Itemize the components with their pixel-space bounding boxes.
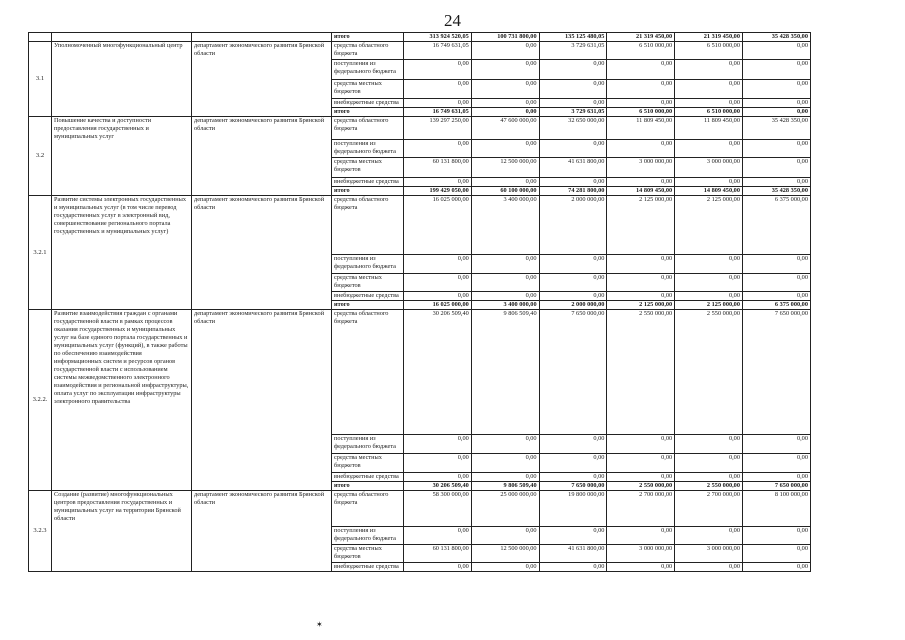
total-cell: 7 650 000,00 (742, 482, 810, 491)
total-cell: 135 125 480,05 (539, 33, 607, 42)
amount-cell: 0,00 (471, 42, 539, 60)
amount-cell: 0,00 (742, 435, 810, 454)
funding-source: средства областного бюджета (332, 196, 404, 255)
section-executor: департамент экономического развития Брянской области (192, 310, 332, 491)
amount-cell: 0,00 (607, 473, 675, 482)
amount-cell: 0,00 (607, 60, 675, 80)
total-cell: 0,00 (742, 108, 810, 117)
amount-cell: 35 428 350,00 (742, 117, 810, 140)
amount-cell: 0,00 (471, 473, 539, 482)
total-cell: 21 319 450,00 (675, 33, 743, 42)
amount-cell: 3 400 000,00 (471, 196, 539, 255)
amount-cell: 41 631 800,00 (539, 158, 607, 178)
amount-cell: 0,00 (404, 473, 472, 482)
amount-cell: 0,00 (539, 473, 607, 482)
amount-cell: 0,00 (471, 80, 539, 99)
amount-cell: 0,00 (742, 99, 810, 108)
amount-cell: 0,00 (742, 545, 810, 563)
amount-cell: 0,00 (404, 274, 472, 292)
section-number: 3.1 (29, 42, 52, 117)
amount-cell: 60 131 800,00 (404, 545, 472, 563)
total-cell: 6 510 000,00 (675, 108, 743, 117)
amount-cell: 0,00 (539, 60, 607, 80)
carryover-total-row (29, 33, 811, 42)
amount-cell: 0,00 (404, 454, 472, 473)
amount-cell: 0,00 (742, 158, 810, 178)
amount-cell: 0,00 (675, 527, 743, 545)
amount-cell: 0,00 (471, 563, 539, 572)
amount-cell: 2 000 000,00 (539, 196, 607, 255)
amount-cell: 0,00 (539, 435, 607, 454)
amount-cell: 9 806 509,40 (471, 310, 539, 435)
amount-cell: 0,00 (471, 527, 539, 545)
amount-cell: 3 729 631,05 (539, 42, 607, 60)
amount-cell: 0,00 (742, 527, 810, 545)
funding-source: средства областного бюджета (332, 42, 404, 60)
funding-source: средства областного бюджета (332, 491, 404, 527)
amount-cell: 8 100 000,00 (742, 491, 810, 527)
total-cell: 0,00 (471, 108, 539, 117)
amount-cell: 0,00 (404, 60, 472, 80)
amount-cell: 2 700 000,00 (675, 491, 743, 527)
amount-cell: 16 025 000,00 (404, 196, 472, 255)
funding-source: внебюджетные средства (332, 473, 404, 482)
total-cell: 35 428 350,00 (742, 187, 810, 196)
amount-cell: 25 000 000,00 (471, 491, 539, 527)
amount-cell: 47 600 000,00 (471, 117, 539, 140)
amount-cell: 0,00 (742, 274, 810, 292)
table-row (29, 310, 811, 435)
amount-cell: 0,00 (742, 454, 810, 473)
total-cell: 2 125 000,00 (607, 301, 675, 310)
amount-cell: 11 809 450,00 (675, 117, 743, 140)
section-name: Развитие системы электронных государственных и муниципальных услуг (в том числе перевод государственных услуг в электронный вид, совершенствование регионального портала государственных и муниципальных услуг) (52, 196, 192, 310)
funding-source: средства местных бюджетов (332, 158, 404, 178)
funding-source: средства областного бюджета (332, 310, 404, 435)
table-row (29, 117, 811, 140)
amount-cell: 0,00 (404, 80, 472, 99)
total-cell: 35 428 350,00 (742, 33, 810, 42)
amount-cell: 32 650 000,00 (539, 117, 607, 140)
section-name: Создание (развитие) многофункциональных центров предоставления государственных и муниципальных услуг на территории Брянской области (52, 491, 192, 572)
amount-cell: 11 809 450,00 (607, 117, 675, 140)
section-name: Развитие взаимодействия граждан с органами государственной власти в рамках процессов оказания государственных и муниципальных услуг на базе единого портала государственных и муниципальных услуг (функций), в также работы по обеспечению взаимодействия информационных систем и ресурсов органов государственной власти с использованием системы межведомственного электронного взаимодействия и региональной инфраструктуры, оплата услуг по эксплуатации инфраструктуры электронного правительства (52, 310, 192, 491)
total-cell: 199 429 050,00 (404, 187, 472, 196)
funding-source: поступления из федерального бюджета (332, 140, 404, 158)
amount-cell: 0,00 (675, 473, 743, 482)
funding-source: средства местных бюджетов (332, 274, 404, 292)
amount-cell: 0,00 (471, 454, 539, 473)
funding-source: внебюджетные средства (332, 292, 404, 301)
funding-source: поступления из федерального бюджета (332, 60, 404, 80)
table-row (29, 196, 811, 255)
amount-cell: 2 550 000,00 (675, 310, 743, 435)
amount-cell: 3 000 000,00 (675, 545, 743, 563)
page-mark: ✶ (316, 620, 323, 629)
amount-cell: 0,00 (675, 60, 743, 80)
total-label: итого (332, 33, 404, 42)
amount-cell: 0,00 (607, 255, 675, 274)
amount-cell: 0,00 (675, 255, 743, 274)
amount-cell: 0,00 (404, 99, 472, 108)
total-cell: 74 281 800,00 (539, 187, 607, 196)
amount-cell: 0,00 (607, 140, 675, 158)
section-number: 3.2.3 (29, 491, 52, 572)
total-cell: 21 319 450,00 (607, 33, 675, 42)
amount-cell: 12 500 000,00 (471, 158, 539, 178)
amount-cell: 2 550 000,00 (607, 310, 675, 435)
amount-cell: 0,00 (742, 178, 810, 187)
amount-cell: 0,00 (404, 527, 472, 545)
total-cell: 2 550 000,00 (675, 482, 743, 491)
amount-cell: 0,00 (675, 80, 743, 99)
amount-cell: 0,00 (471, 274, 539, 292)
funding-source: внебюджетные средства (332, 178, 404, 187)
amount-cell: 0,00 (675, 178, 743, 187)
amount-cell: 0,00 (471, 255, 539, 274)
amount-cell: 6 375 000,00 (742, 196, 810, 255)
amount-cell: 0,00 (607, 99, 675, 108)
amount-cell: 0,00 (539, 140, 607, 158)
amount-cell: 0,00 (607, 527, 675, 545)
total-label: итого (332, 108, 404, 117)
total-label: итого (332, 301, 404, 310)
amount-cell: 0,00 (404, 178, 472, 187)
total-label: итого (332, 482, 404, 491)
section-number: 3.2.2. (29, 310, 52, 491)
funding-source: средства местных бюджетов (332, 80, 404, 99)
amount-cell: 139 297 250,00 (404, 117, 472, 140)
amount-cell: 0,00 (607, 435, 675, 454)
amount-cell: 0,00 (742, 473, 810, 482)
amount-cell: 0,00 (742, 80, 810, 99)
section-number: 3.2 (29, 117, 52, 196)
amount-cell: 0,00 (404, 563, 472, 572)
amount-cell: 60 131 800,00 (404, 158, 472, 178)
total-cell: 2 125 000,00 (675, 301, 743, 310)
amount-cell: 0,00 (607, 274, 675, 292)
amount-cell: 0,00 (607, 292, 675, 301)
total-cell: 6 510 000,00 (607, 108, 675, 117)
total-cell: 6 375 000,00 (742, 301, 810, 310)
total-cell: 3 729 631,05 (539, 108, 607, 117)
total-cell: 16 749 631,05 (404, 108, 472, 117)
section-executor: департамент экономического развития Брянской области (192, 117, 332, 196)
total-cell: 100 731 800,00 (471, 33, 539, 42)
total-cell: 16 025 000,00 (404, 301, 472, 310)
table-row (29, 42, 811, 60)
amount-cell: 0,00 (742, 292, 810, 301)
amount-cell: 0,00 (471, 99, 539, 108)
total-cell: 30 206 509,40 (404, 482, 472, 491)
section-executor: департамент экономического развития Брянской области (192, 196, 332, 310)
total-cell: 2 000 000,00 (539, 301, 607, 310)
page-number: 24 (444, 11, 461, 30)
amount-cell: 0,00 (471, 292, 539, 301)
amount-cell: 0,00 (607, 178, 675, 187)
total-cell: 14 809 450,00 (607, 187, 675, 196)
amount-cell: 0,00 (675, 435, 743, 454)
amount-cell: 0,00 (539, 563, 607, 572)
amount-cell: 0,00 (539, 454, 607, 473)
section-name: Повышение качества и доступности предоставления государственных и муниципальных услуг (52, 117, 192, 196)
amount-cell: 0,00 (607, 454, 675, 473)
total-cell: 3 400 000,00 (471, 301, 539, 310)
amount-cell: 2 125 000,00 (675, 196, 743, 255)
amount-cell: 0,00 (539, 80, 607, 99)
budget-table (28, 32, 811, 572)
funding-source: средства местных бюджетов (332, 454, 404, 473)
amount-cell: 6 510 000,00 (675, 42, 743, 60)
table-row (29, 491, 811, 527)
amount-cell: 0,00 (471, 178, 539, 187)
amount-cell: 0,00 (607, 563, 675, 572)
total-cell: 14 809 450,00 (675, 187, 743, 196)
amount-cell: 0,00 (539, 99, 607, 108)
amount-cell: 3 000 000,00 (675, 158, 743, 178)
total-cell: 60 100 000,00 (471, 187, 539, 196)
amount-cell: 0,00 (742, 140, 810, 158)
amount-cell: 0,00 (539, 255, 607, 274)
amount-cell: 0,00 (539, 292, 607, 301)
section-number: 3.2.1 (29, 196, 52, 310)
funding-source: внебюджетные средства (332, 99, 404, 108)
section-name: Уполномоченный многофункциональный центр (52, 42, 192, 117)
amount-cell: 30 206 509,40 (404, 310, 472, 435)
total-label: итого (332, 187, 404, 196)
amount-cell: 3 000 000,00 (607, 158, 675, 178)
funding-source: поступления из федерального бюджета (332, 527, 404, 545)
funding-source: внебюджетные средства (332, 563, 404, 572)
amount-cell: 0,00 (539, 527, 607, 545)
amount-cell: 0,00 (742, 563, 810, 572)
total-cell: 313 924 520,05 (404, 33, 472, 42)
funding-source: средства местных бюджетов (332, 545, 404, 563)
amount-cell: 0,00 (471, 60, 539, 80)
funding-source: поступления из федерального бюджета (332, 255, 404, 274)
amount-cell: 0,00 (404, 255, 472, 274)
section-executor: департамент экономического развития Брянской области (192, 491, 332, 572)
amount-cell: 16 749 631,05 (404, 42, 472, 60)
amount-cell: 0,00 (404, 435, 472, 454)
budget-table-body (29, 33, 811, 572)
amount-cell: 0,00 (675, 140, 743, 158)
amount-cell: 0,00 (471, 140, 539, 158)
amount-cell: 58 300 000,00 (404, 491, 472, 527)
total-cell: 2 550 000,00 (607, 482, 675, 491)
amount-cell: 7 650 000,00 (539, 310, 607, 435)
funding-source: средства областного бюджета (332, 117, 404, 140)
total-cell: 7 650 000,00 (539, 482, 607, 491)
amount-cell: 41 631 800,00 (539, 545, 607, 563)
amount-cell: 6 510 000,00 (607, 42, 675, 60)
amount-cell: 0,00 (742, 42, 810, 60)
amount-cell: 0,00 (675, 454, 743, 473)
amount-cell: 0,00 (539, 274, 607, 292)
amount-cell: 0,00 (675, 292, 743, 301)
amount-cell: 3 000 000,00 (607, 545, 675, 563)
section-executor: департамент экономического развития Брянской области (192, 42, 332, 117)
amount-cell: 0,00 (404, 292, 472, 301)
funding-source: поступления из федерального бюджета (332, 435, 404, 454)
amount-cell: 7 650 000,00 (742, 310, 810, 435)
amount-cell: 19 800 000,00 (539, 491, 607, 527)
amount-cell: 0,00 (539, 178, 607, 187)
amount-cell: 0,00 (742, 60, 810, 80)
amount-cell: 0,00 (675, 274, 743, 292)
amount-cell: 2 700 000,00 (607, 491, 675, 527)
total-cell: 9 806 509,40 (471, 482, 539, 491)
amount-cell: 0,00 (471, 435, 539, 454)
amount-cell: 0,00 (607, 80, 675, 99)
amount-cell: 0,00 (675, 99, 743, 108)
amount-cell: 12 500 000,00 (471, 545, 539, 563)
amount-cell: 2 125 000,00 (607, 196, 675, 255)
amount-cell: 0,00 (742, 255, 810, 274)
amount-cell: 0,00 (404, 140, 472, 158)
amount-cell: 0,00 (675, 563, 743, 572)
